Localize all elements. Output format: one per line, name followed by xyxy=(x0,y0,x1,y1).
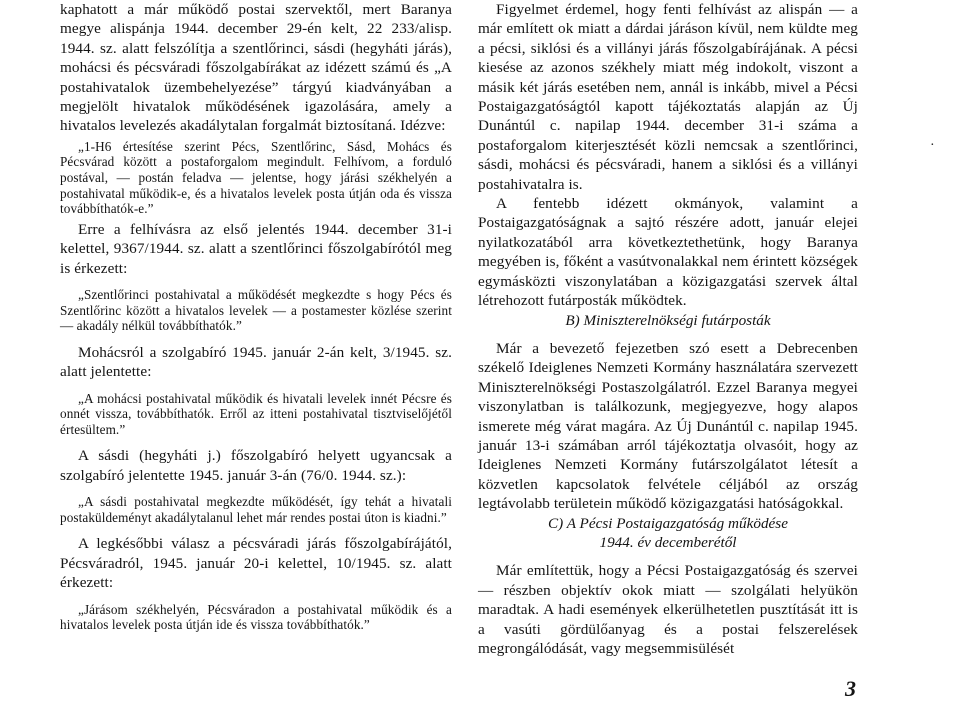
paragraph: Figyelmet érdemel, hogy fenti felhívást az alispán — a már említett ok miatt a dárdai járáson kívül, nem küldte meg a pécsi, siklósi és a villányi járás főszolgabírájának. A pécsi kiesése az azonos székhely miatt még indokolt, viszont a másik két járás esetében nem, annál is inkább, mivel a Pécsi Postaigazgatóságtól kapott tájékoztatás alapján az Új Dunántúl c. napilap 1944. december 31-i száma a postaforgalom kiterjesztését közli nemcsak a szentlőrinci, sásdi, mohácsi és pécsváradi, hanem a siklósi és a villányi postahivatalra is. xyxy=(478,1,858,193)
section-heading-line-2: 1944. év decemberétől xyxy=(599,533,737,551)
margin-mark: · xyxy=(930,138,935,153)
paragraph: kaphatott a már működő postai szervektől, mert Baranya megye alispánja 1944. december 29-én kelt, 22 233/alisp. 1944. sz. alatt felszólítja a szentlőrinci, sásdi (hegyháti járás), mohácsi és pécsváradi főszolgabírákat az idézett számú és „A postahivatalok üzembehelyezése” tárgyú kiadványában a megjelölt hivatalok működésének igazolására, amely a hivatalos levelezés akadálytalan forgalmát biztosítaná. Idézve: xyxy=(60,1,452,135)
section-heading: B) Miniszterelnökségi futárposták xyxy=(565,311,771,329)
quote: „Járásom székhelyén, Pécsváradon a postahivatal működik és a hivatalos levelek posta útján ide és vissza továbbíthatók.” xyxy=(60,601,452,633)
paragraph: Már a bevezető fejezetben szó esett a Debrecenben székelő Ideiglenes Nemzeti Kormány használatára szervezett Miniszterelnökségi Postaszolgálatról. Ezzel Baranya megyei viszonylatban is találkozunk, megjegyezve, hogy alapos ismerete még várat magára. Az Új Dunántúl c. napilap 1945. január 13-i számában arról tájékoztatja olvasóit, hogy az Ideiglenes Nemzeti Kormány futárszolgálatot létesít a közvetlen kapcsolatok felvétele céljából az ország legtávolabb területein működő közigazgatási hatóságokkal. xyxy=(478,339,858,513)
paragraph: A fentebb idézett okmányok, valamint a Postaigazgatóságnak a sajtó részére adott, január elejei nyilatkozatából arra következtethetünk, hogy Baranya megyében is, főként a vasútvonalakkal nem érintett községek egymásközti viszonylatában a közigazgatási szervek által létrehozott futárposták működtek. xyxy=(478,195,858,310)
right-column xyxy=(478,0,858,658)
quote: „1-H6 értesítése szerint Pécs, Szentlőrinc, Sásd, Mohács és Pécsvárad között a postaforgalom megindult. Felhívom, a forduló postával, — postán feladva — jelentse, hogy járási székhelyén a postahivatal működik-e, és a hivatalos levelek posta útján oda és vissza továbbíthatók-e.” xyxy=(60,138,452,217)
paragraph: A legkésőbbi válasz a pécsváradi járás főszolgabírájától, Pécsváradról, 1945. január 20-i kelettel, 10/1945. sz. alatt érkezett: xyxy=(60,535,452,592)
page-number: 3 xyxy=(845,676,856,701)
paragraph: Erre a felhívásra az első jelentés 1944. december 31-i kelettel, 9367/1944. sz. alatt a szentlőrinci főszolgabírótól meg is érkezett: xyxy=(60,220,452,277)
section-heading: C) A Pécsi Postaigazgatóság működése xyxy=(548,514,788,532)
quote: „A mohácsi postahivatal működik és hivatali levelek innét Pécsre és onnét vissza, továbbíthatók. Erről az itteni postahivatal tisztviselőjétől értesültem.” xyxy=(60,390,452,437)
quote: „Szentlőrinci postahivatal a működését megkezdte s hogy Pécs és Szentlőrinc között a hivatalos levelek — a postamester közlése szerint — akadály nélkül továbbíthatók.” xyxy=(60,287,452,334)
paragraph: A sásdi (hegyháti j.) főszolgabíró helyett ugyancsak a szolgabíró jelentette 1945. január 3-án (76/0. 1944. sz.): xyxy=(60,447,452,484)
quote: „A sásdi postahivatal megkezdte működését, így tehát a hivatali postaküldeményt akadálytalanul lehet már rendes postai úton is kiadni.” xyxy=(60,494,452,525)
paragraph: Már említettük, hogy a Pécsi Postaigazgatóság és szervei — részben objektív okok miatt — szolgálati helyükön maradtak. A hadi események elkerülhetetlen pusztítását itt is a vasúti gördülőanyag és a postai felszerelések megrongálódását, vagy megsemmisülését xyxy=(478,562,858,657)
left-column xyxy=(60,0,452,633)
paragraph: Mohácsról a szolgabíró 1945. január 2-án kelt, 3/1945. sz. alatt jelentette: xyxy=(60,343,452,381)
